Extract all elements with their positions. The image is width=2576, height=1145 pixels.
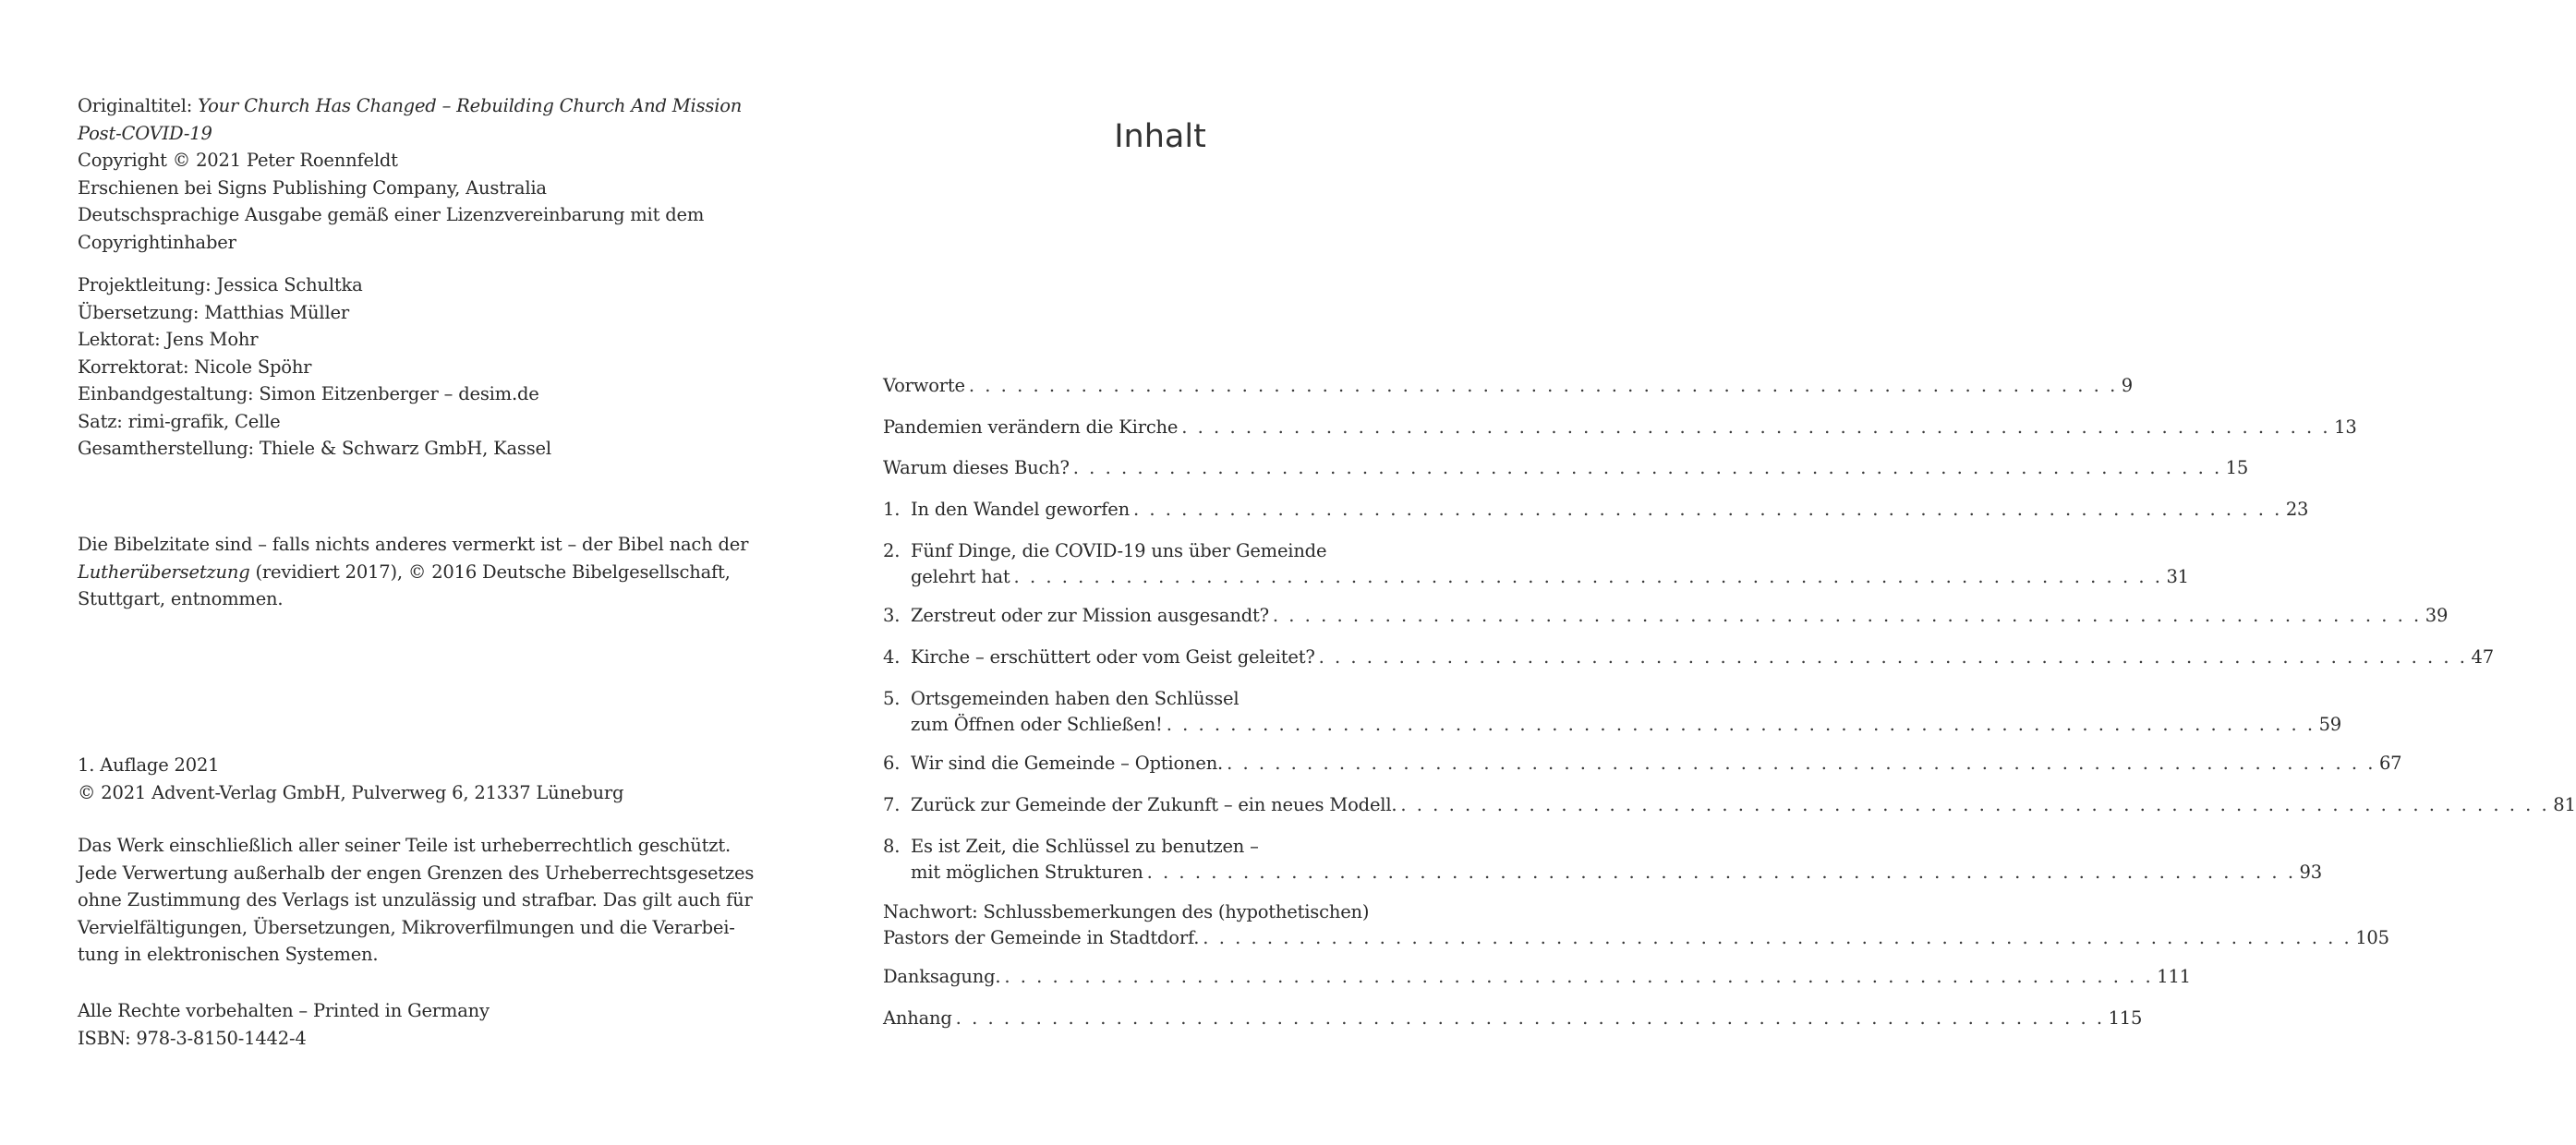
toc-entry-title: Pandemien verändern die Kirche: [883, 416, 1179, 438]
toc-entry-title: Zurück zur Gemeinde der Zukunft – ein neues Modell.: [911, 794, 1397, 815]
toc-entry: [883, 497, 2309, 523]
original-title-cont: Post-COVID-19: [78, 122, 212, 144]
bible-note: Die Bibelzitate sind – falls nichts anderes vermerkt ist – der Bibel nach der: [78, 534, 749, 555]
toc-leader-dots: . . . . . . . . . . . . . . . . . . . . . . . . . . . . . . . . . . . . . . . . . . . . . . . . . . . . . . . . . . . . . . . . . . . . . . . .: [1318, 646, 2468, 668]
rights-reserved: Alle Rechte vorbehalten – Printed in Germany: [78, 1000, 490, 1021]
original-title-line-2: [78, 120, 687, 148]
credit-line: Lektorat: Jens Mohr: [78, 329, 259, 350]
toc-entry: [883, 899, 2389, 950]
rights-line: tung in elektronischen Systemen.: [78, 944, 379, 965]
rights-line: ohne Zustimmung des Verlags ist unzulässig und strafbar. Das gilt auch für: [78, 889, 753, 910]
toc-page-number: 115: [2108, 1007, 2143, 1029]
toc-entry: [883, 603, 2449, 629]
toc-leader-dots: . . . . . . . . . . . . . . . . . . . . . . . . . . . . . . . . . . . . . . . . . . . . . . . . . . . . . . . . . . . . . . . . . . . . . . . .: [1272, 605, 2422, 626]
bible-note-block: [78, 531, 749, 613]
rights-line: Das Werk einschließlich aller seiner Teile ist urheberrechtlich geschützt.: [78, 835, 731, 856]
credit-line: Gesamtherstellung: Thiele & Schwarz GmbH, Kassel: [78, 438, 551, 459]
toc-page-number: 31: [2166, 565, 2189, 587]
toc-page-number: 13: [2334, 416, 2357, 438]
toc-entry-title: Kirche – erschüttert oder vom Geist geleitet?: [911, 646, 1315, 668]
toc-leader-dots: . . . . . . . . . . . . . . . . . . . . . . . . . . . . . . . . . . . . . . . . . . . . . . . . . . . . . . . . . . . . . . . . . . . . . . . .: [968, 375, 2118, 396]
bible-note-line-2: [78, 559, 731, 586]
toc-leader-dots: . . . . . . . . . . . . . . . . . . . . . . . . . . . . . . . . . . . . . . . . . . . . . . . . . . . . . . . . . . . . . . . . . . . . . . . .: [1132, 499, 2282, 520]
publisher-original: Erschienen bei Signs Publishing Company, Australia: [78, 176, 547, 199]
toc-entry-title-cont: mit möglichen Strukturen: [911, 861, 1143, 883]
toc-entry: [883, 792, 2576, 818]
credit-line: Übersetzung: Matthias Müller: [78, 301, 349, 323]
credits-block: [78, 271, 687, 463]
toc-entry-title-cont: gelehrt hat: [911, 565, 1010, 587]
toc-page: [883, 0, 2576, 1145]
toc-entry-title: In den Wandel geworfen: [911, 499, 1130, 520]
toc-leader-dots: . . . . . . . . . . . . . . . . . . . . . . . . . . . . . . . . . . . . . . . . . . . . . . . . . . . . . . . . . . . . . . . . . . . . . . . .: [1166, 713, 2316, 735]
toc-entry: [883, 686, 2342, 737]
toc-entry-title: Fünf Dinge, die COVID-19 uns über Gemeinde: [911, 540, 1327, 561]
toc-page-number: 93: [2299, 861, 2322, 883]
toc-chapter-number: 6.: [883, 753, 901, 774]
toc-entry-title: Anhang: [883, 1007, 952, 1029]
copyright-original: Copyright © 2021 Peter Roennfeldt: [78, 150, 398, 171]
toc-page-number: 23: [2285, 499, 2309, 520]
toc-page-number: 105: [2355, 926, 2389, 948]
credit-line: Korrektorat: Nicole Spöhr: [78, 356, 312, 378]
toc-leader-dots: . . . . . . . . . . . . . . . . . . . . . . . . . . . . . . . . . . . . . . . . . . . . . . . . . . . . . . . . . . . . . . . . . . . . . . . .: [1203, 926, 2352, 948]
toc-entry-title: Wir sind die Gemeinde – Optionen.: [911, 753, 1224, 774]
toc-leader-dots: . . . . . . . . . . . . . . . . . . . . . . . . . . . . . . . . . . . . . . . . . . . . . . . . . . . . . . . . . . . . . . . . . . . . . . . .: [1072, 457, 2222, 478]
toc-leader-dots: . . . . . . . . . . . . . . . . . . . . . . . . . . . . . . . . . . . . . . . . . . . . . . . . . . . . . . . . . . . . . . . . . . . . . . . .: [1013, 565, 2163, 587]
isbn: ISBN: 978-3-8150-1442-4: [78, 1027, 307, 1049]
copyright-german: © 2021 Advent-Verlag GmbH, Pulverweg 6, 21337 Lüneburg: [78, 781, 624, 803]
toc-entry-title: Es ist Zeit, die Schlüssel zu benutzen –: [911, 836, 1259, 857]
toc-chapter-number: 8.: [883, 836, 901, 857]
toc-entry: [883, 415, 2357, 440]
toc-leader-dots: . . . . . . . . . . . . . . . . . . . . . . . . . . . . . . . . . . . . . . . . . . . . . . . . . . . . . . . . . . . . . . . . . . . . . . . .: [1181, 416, 2331, 438]
toc-leader-dots: . . . . . . . . . . . . . . . . . . . . . . . . . . . . . . . . . . . . . . . . . . . . . . . . . . . . . . . . . . . . . . . . . . . . . . . .: [1146, 861, 2296, 883]
toc-page-number: 15: [2225, 457, 2249, 478]
toc-entry: [883, 373, 2133, 399]
toc-page-number: 9: [2121, 375, 2133, 396]
toc-entry-title-cont: Pastors der Gemeinde in Stadtdorf.: [883, 926, 1200, 948]
toc-page-number: 111: [2157, 966, 2191, 987]
toc-page-number: 47: [2471, 646, 2494, 668]
toc-chapter-number: 7.: [883, 794, 901, 815]
toc-entry: [883, 964, 2191, 990]
original-info-block: [78, 92, 743, 256]
toc-entry: [883, 538, 2189, 589]
license-note: Deutschsprachige Ausgabe gemäß einer Lizenzvereinbarung mit dem: [78, 204, 705, 225]
original-title-line: [78, 92, 743, 120]
toc-chapter-number: 2.: [883, 540, 901, 561]
toc-entry: [883, 834, 2322, 885]
toc-chapter-number: 4.: [883, 646, 901, 668]
bible-note-end: Stuttgart, entnommen.: [78, 588, 284, 609]
toc-chapter-number: 5.: [883, 688, 901, 709]
toc-entry-title: Zerstreut oder zur Mission ausgesandt?: [911, 605, 1269, 626]
toc-leader-dots: . . . . . . . . . . . . . . . . . . . . . . . . . . . . . . . . . . . . . . . . . . . . . . . . . . . . . . . . . . . . . . . . . . . . . . . .: [1400, 794, 2550, 815]
toc-entry: [883, 455, 2249, 481]
bible-translation-name: Lutherübersetzung: [78, 560, 250, 583]
toc-page-number: 59: [2318, 713, 2342, 735]
toc-entry-title: Warum dieses Buch?: [883, 457, 1070, 478]
toc-entry: [883, 645, 2494, 670]
edition: 1. Auflage 2021: [78, 754, 220, 776]
toc-page-number: 39: [2425, 605, 2449, 626]
toc-entry-title-cont: zum Öffnen oder Schließen!: [911, 713, 1163, 735]
toc-leader-dots: . . . . . . . . . . . . . . . . . . . . . . . . . . . . . . . . . . . . . . . . . . . . . . . . . . . . . . . . . . . . . . . . . . . . . . . .: [1004, 966, 2154, 987]
reserved-block: [78, 997, 687, 1052]
bible-note-cont: (revidiert 2017), © 2016 Deutsche Bibelgesellschaft,: [249, 560, 731, 583]
toc-page-number: 81: [2553, 794, 2576, 815]
toc-leader-dots: . . . . . . . . . . . . . . . . . . . . . . . . . . . . . . . . . . . . . . . . . . . . . . . . . . . . . . . . . . . . . . . . . . . . . . . .: [955, 1007, 2105, 1029]
toc-title: Inhalt: [1114, 118, 1206, 155]
edition-block: [78, 752, 687, 806]
toc-entry: [883, 751, 2402, 777]
toc-leader-dots: . . . . . . . . . . . . . . . . . . . . . . . . . . . . . . . . . . . . . . . . . . . . . . . . . . . . . . . . . . . . . . . . . . . . . . . .: [1227, 753, 2376, 774]
toc-chapter-number: 1.: [883, 499, 901, 520]
credit-line: Satz: rimi-grafik, Celle: [78, 410, 281, 432]
license-note-cont: Copyrightinhaber: [78, 231, 236, 253]
rights-line: Vervielfältigungen, Übersetzungen, Mikroverfilmungen und die Verarbei-: [78, 916, 735, 938]
rights-line: Jede Verwertung außerhalb der engen Grenzen des Urheberrechtsgesetzes: [78, 862, 755, 884]
toc-entry-title: Danksagung.: [883, 966, 1001, 987]
original-title-label: Originaltitel:: [78, 95, 199, 116]
toc-chapter-number: 3.: [883, 605, 901, 626]
rights-block: [78, 832, 755, 969]
toc-page-number: 67: [2378, 753, 2402, 774]
toc-entry-title: Nachwort: Schlussbemerkungen des (hypothetischen): [883, 901, 1370, 922]
credit-line: Projektleitung: Jessica Schultka: [78, 274, 363, 295]
toc-entry-title: Vorworte: [883, 375, 965, 396]
credit-line: Einbandgestaltung: Simon Eitzenberger – desim.de: [78, 383, 539, 404]
original-title: Your Church Has Changed – Rebuilding Church And Mission: [198, 95, 743, 116]
toc-entry-title: Ortsgemeinden haben den Schlüssel: [911, 688, 1240, 709]
toc-entry: [883, 1006, 2143, 1031]
